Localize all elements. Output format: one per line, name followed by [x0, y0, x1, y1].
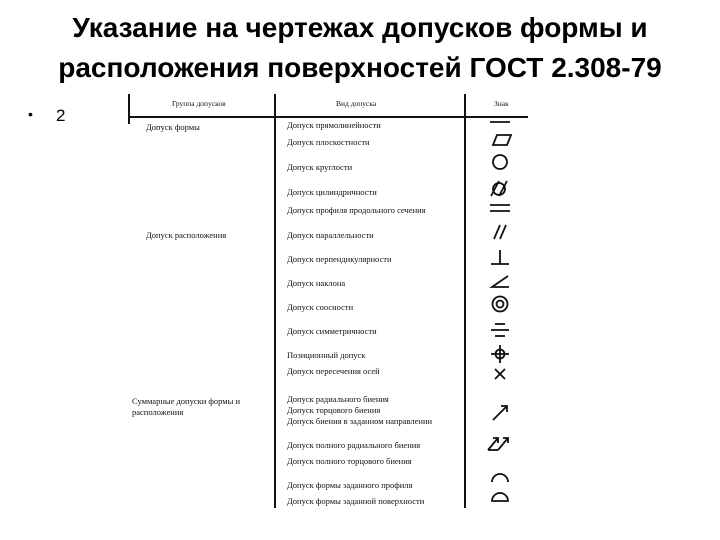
- cylindricity-icon: [484, 178, 516, 198]
- header-group: Группа допусков: [172, 99, 226, 108]
- table-header-rule: [128, 116, 528, 118]
- tol-symmetry: Допуск симметричности: [287, 326, 377, 336]
- table-divider-1: [274, 94, 276, 508]
- group-total: Суммарные допуски формы и расположения: [132, 396, 241, 417]
- profile-longitudinal-icon: [484, 198, 516, 218]
- axis-intersection-icon: [484, 364, 516, 384]
- bullet-text: 2: [56, 106, 66, 125]
- line-profile-icon: [484, 466, 516, 486]
- slide-title: Указание на чертежах допусков формы и расположения поверхностей ГОСТ 2.308-79: [58, 12, 662, 83]
- tol-position: Позиционный допуск: [287, 350, 366, 360]
- circular-runout-icon: [484, 402, 516, 422]
- group-form: Допуск формы: [146, 122, 200, 132]
- position-icon: [484, 344, 516, 364]
- parallelism-icon: [484, 222, 516, 242]
- tol-profile-longitudinal: Допуск профиля продольного сечения: [287, 205, 426, 215]
- angularity-icon: [484, 272, 516, 292]
- group-location: Допуск расположения: [146, 230, 227, 240]
- header-type: Вид допуска: [336, 99, 377, 108]
- tol-angularity: Допуск наклона: [287, 278, 346, 288]
- coaxiality-icon: [484, 294, 516, 314]
- tol-circularity: Допуск круглости: [287, 162, 353, 172]
- tol-circular-runout: Допуск радиального биения: [287, 394, 389, 404]
- tol-axis-intersection: Допуск пересечения осей: [287, 366, 380, 376]
- tol-cylindricity: Допуск цилиндричности: [287, 187, 377, 197]
- surface-profile-icon: [484, 486, 516, 506]
- table-divider-2: [464, 94, 466, 508]
- tol-line-profile: Допуск формы заданного профиля: [287, 480, 413, 490]
- circularity-icon: [484, 152, 516, 172]
- tol-coaxiality: Допуск соосности: [287, 302, 354, 312]
- tol-total-radial-runout: Допуск полного радиального биения: [287, 440, 421, 450]
- bullet-item: [28, 106, 65, 126]
- tol-straightness: Допуск прямолинейности: [287, 120, 381, 130]
- perpendicularity-icon: [484, 248, 516, 268]
- tolerance-table: [128, 94, 528, 508]
- flatness-icon: [484, 130, 516, 150]
- tol-runout-direction: Допуск биения в заданном направлении: [287, 416, 433, 426]
- table-left-border: [128, 94, 130, 124]
- symmetry-icon: [484, 320, 516, 340]
- straightness-icon: [484, 112, 516, 132]
- total-runout-icon: [484, 432, 516, 452]
- tol-surface-profile: Допуск формы заданной поверхности: [287, 496, 425, 506]
- header-symbol: Знак: [494, 99, 509, 108]
- tol-axial-runout: Допуск торцового биения: [287, 405, 381, 415]
- tol-perpendicularity: Допуск перпендикулярности: [287, 254, 392, 264]
- tol-total-axial-runout: Допуск полного торцового биения: [287, 456, 412, 466]
- tol-parallelism: Допуск параллельности: [287, 230, 374, 240]
- tol-flatness: Допуск плоскостности: [287, 137, 370, 147]
- bullet-marker: •: [28, 106, 33, 122]
